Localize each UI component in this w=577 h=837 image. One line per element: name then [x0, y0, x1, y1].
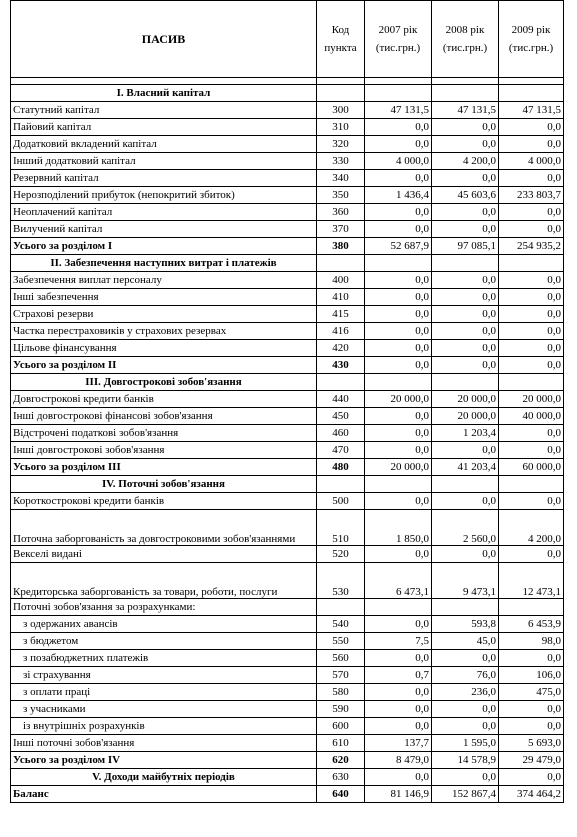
table-row	[11, 187, 564, 204]
value-2008: 593,8	[432, 616, 499, 633]
row-code: 590	[317, 701, 365, 718]
row-label: Усього за розділом ІІІ	[11, 459, 317, 476]
table-header-row	[11, 1, 564, 78]
row-code: 410	[317, 289, 365, 306]
value-2008: 4 200,0	[432, 153, 499, 170]
total-row	[11, 238, 564, 255]
value-2009: 0,0	[499, 119, 564, 136]
row-code: 530	[317, 563, 365, 599]
value-2008: 0,0	[432, 340, 499, 357]
row-label: Неоплачений капітал	[11, 204, 317, 221]
value-2007: 0,0	[365, 204, 432, 221]
value-2009: 0,0	[499, 340, 564, 357]
table-row	[11, 633, 564, 650]
value-2007: 0,0	[365, 119, 432, 136]
table-body	[11, 85, 564, 803]
table-row	[11, 136, 564, 153]
value-2008: 0,0	[432, 119, 499, 136]
row-code: 320	[317, 136, 365, 153]
value-2007: 0,0	[365, 136, 432, 153]
value-2008: 0,0	[432, 170, 499, 187]
table-row	[11, 701, 564, 718]
row-code: 540	[317, 616, 365, 633]
row-label: IV. Поточні зобов'язання	[11, 476, 317, 493]
table-row	[11, 442, 564, 459]
row-label: Резервний капітал	[11, 170, 317, 187]
row-label: Довгострокові кредити банків	[11, 391, 317, 408]
row-code: 400	[317, 272, 365, 289]
value-2009: 0,0	[499, 170, 564, 187]
value-2008: 0,0	[432, 769, 499, 786]
table-row	[11, 289, 564, 306]
value-2007: 52 687,9	[365, 238, 432, 255]
value-2008	[432, 85, 499, 102]
table-row	[11, 119, 564, 136]
value-2007: 137,7	[365, 735, 432, 752]
table-row	[11, 408, 564, 425]
value-2009	[499, 255, 564, 272]
row-label: Статутний капітал	[11, 102, 317, 119]
row-label: Відстрочені податкові зобов'язання	[11, 425, 317, 442]
value-2008: 0,0	[432, 546, 499, 563]
row-label: Інші довгострокові фінансові зобов'язання	[11, 408, 317, 425]
row-label: Усього за розділом ІІ	[11, 357, 317, 374]
value-2008	[432, 599, 499, 616]
row-label: Інший додатковий капітал	[11, 153, 317, 170]
row-label: Кредиторська заборгованість за товари, роботи, послуги	[11, 563, 317, 599]
value-2007: 0,0	[365, 357, 432, 374]
row-code	[317, 85, 365, 102]
value-2007	[365, 85, 432, 102]
table-row	[11, 170, 564, 187]
row-label: Інші довгострокові зобов'язання	[11, 442, 317, 459]
row-code: 600	[317, 718, 365, 735]
row-code: 550	[317, 633, 365, 650]
value-2009: 60 000,0	[499, 459, 564, 476]
value-2009	[499, 85, 564, 102]
value-2009: 6 453,9	[499, 616, 564, 633]
value-2008	[432, 374, 499, 391]
row-label: ІІІ. Довгострокові зобов'язання	[11, 374, 317, 391]
value-2007: 7,5	[365, 633, 432, 650]
total-row	[11, 459, 564, 476]
value-2008: 0,0	[432, 718, 499, 735]
value-2008: 45,0	[432, 633, 499, 650]
value-2008: 0,0	[432, 442, 499, 459]
value-2008: 0,0	[432, 136, 499, 153]
row-code	[317, 255, 365, 272]
row-label: Частка перестраховиків у страхових резервах	[11, 323, 317, 340]
row-code: 480	[317, 459, 365, 476]
row-label: Короткострокові кредити банків	[11, 493, 317, 510]
value-2009	[499, 599, 564, 616]
value-2009: 0,0	[499, 204, 564, 221]
value-2008: 2 560,0	[432, 510, 499, 546]
value-2009: 0,0	[499, 323, 564, 340]
value-2009: 0,0	[499, 357, 564, 374]
row-code: 570	[317, 667, 365, 684]
value-2008: 152 867,4	[432, 786, 499, 803]
row-label: Поточні зобов'язання за розрахунками:	[11, 599, 317, 616]
value-2008: 0,0	[432, 221, 499, 238]
table-row	[11, 735, 564, 752]
row-code: 510	[317, 510, 365, 546]
table-row	[11, 323, 564, 340]
value-2007: 1 850,0	[365, 510, 432, 546]
value-2007	[365, 476, 432, 493]
row-label: Нерозподілений прибуток (непокритий збиток)	[11, 187, 317, 204]
value-2007: 0,0	[365, 442, 432, 459]
value-2009: 0,0	[499, 289, 564, 306]
value-2007: 20 000,0	[365, 459, 432, 476]
row-code: 620	[317, 752, 365, 769]
value-2009: 0,0	[499, 442, 564, 459]
row-code: 560	[317, 650, 365, 667]
value-2008: 0,0	[432, 357, 499, 374]
value-2008: 0,0	[432, 323, 499, 340]
table-row	[11, 340, 564, 357]
row-label: Вилучений капітал	[11, 221, 317, 238]
header-2009: 2009 рік (тис.грн.)	[499, 1, 564, 78]
value-2007: 0,0	[365, 718, 432, 735]
row-code	[317, 599, 365, 616]
table-row	[11, 546, 564, 563]
value-2009: 47 131,5	[499, 102, 564, 119]
row-code: 350	[317, 187, 365, 204]
row-label: із внутрішніх розрахунків	[11, 718, 317, 735]
row-code: 416	[317, 323, 365, 340]
row-label: з учасниками	[11, 701, 317, 718]
value-2007: 0,0	[365, 701, 432, 718]
row-label: з оплати праці	[11, 684, 317, 701]
row-code: 430	[317, 357, 365, 374]
row-label: з одержаних авансів	[11, 616, 317, 633]
value-2008: 0,0	[432, 306, 499, 323]
value-2009: 0,0	[499, 425, 564, 442]
table-row	[11, 272, 564, 289]
section-row	[11, 374, 564, 391]
value-2009: 0,0	[499, 493, 564, 510]
value-2009: 374 464,2	[499, 786, 564, 803]
value-2009: 29 479,0	[499, 752, 564, 769]
row-code: 460	[317, 425, 365, 442]
row-label: Пайовий капітал	[11, 119, 317, 136]
value-2009: 0,0	[499, 136, 564, 153]
value-2007: 0,0	[365, 289, 432, 306]
table-row	[11, 153, 564, 170]
row-code: 640	[317, 786, 365, 803]
row-code: 610	[317, 735, 365, 752]
value-2009: 40 000,0	[499, 408, 564, 425]
value-2008: 0,0	[432, 272, 499, 289]
table-row	[11, 510, 564, 546]
row-code: 380	[317, 238, 365, 255]
value-2007: 4 000,0	[365, 153, 432, 170]
row-code: 310	[317, 119, 365, 136]
value-2008: 236,0	[432, 684, 499, 701]
value-2009: 0,0	[499, 650, 564, 667]
header-title: ПАСИВ	[11, 1, 317, 78]
row-code: 630	[317, 769, 365, 786]
section-row	[11, 769, 564, 786]
value-2008: 0,0	[432, 493, 499, 510]
header-2008: 2008 рік (тис.грн.)	[432, 1, 499, 78]
value-2007: 0,0	[365, 684, 432, 701]
value-2009: 0,0	[499, 546, 564, 563]
row-code: 440	[317, 391, 365, 408]
value-2007: 0,0	[365, 493, 432, 510]
row-code: 470	[317, 442, 365, 459]
value-2008: 45 603,6	[432, 187, 499, 204]
liabilities-table	[10, 0, 564, 803]
section-row	[11, 476, 564, 493]
value-2007: 0,0	[365, 306, 432, 323]
value-2009: 12 473,1	[499, 563, 564, 599]
value-2007: 0,0	[365, 272, 432, 289]
value-2009: 0,0	[499, 769, 564, 786]
row-label: Інші поточні зобов'язання	[11, 735, 317, 752]
header-code: Код пункта	[317, 1, 365, 78]
row-code	[317, 476, 365, 493]
value-2007: 47 131,5	[365, 102, 432, 119]
value-2009	[499, 374, 564, 391]
value-2007: 0,0	[365, 425, 432, 442]
value-2008: 1 203,4	[432, 425, 499, 442]
value-2008: 0,0	[432, 650, 499, 667]
row-label: Страхові резерви	[11, 306, 317, 323]
total-row	[11, 752, 564, 769]
value-2007: 0,7	[365, 667, 432, 684]
balance-sheet	[10, 0, 563, 803]
row-code: 415	[317, 306, 365, 323]
value-2008	[432, 255, 499, 272]
row-label: Додатковий вкладений капітал	[11, 136, 317, 153]
table-row	[11, 563, 564, 599]
row-code: 330	[317, 153, 365, 170]
value-2007: 0,0	[365, 323, 432, 340]
value-2007: 0,0	[365, 221, 432, 238]
value-2007: 0,0	[365, 546, 432, 563]
row-label: з позабюджетних платежів	[11, 650, 317, 667]
value-2007	[365, 255, 432, 272]
value-2008: 14 578,9	[432, 752, 499, 769]
value-2007: 0,0	[365, 340, 432, 357]
value-2007: 20 000,0	[365, 391, 432, 408]
value-2009: 254 935,2	[499, 238, 564, 255]
value-2008: 0,0	[432, 701, 499, 718]
table-row	[11, 391, 564, 408]
value-2007: 0,0	[365, 408, 432, 425]
row-code: 580	[317, 684, 365, 701]
row-code: 500	[317, 493, 365, 510]
row-code: 340	[317, 170, 365, 187]
value-2008: 20 000,0	[432, 391, 499, 408]
row-label: Поточна заборгованість за довгостроковими зобов'язаннями	[11, 510, 317, 546]
table-row	[11, 493, 564, 510]
total-row	[11, 786, 564, 803]
value-2007: 0,0	[365, 616, 432, 633]
row-label: І. Власний капітал	[11, 85, 317, 102]
row-code: 370	[317, 221, 365, 238]
value-2009: 0,0	[499, 701, 564, 718]
value-2008: 20 000,0	[432, 408, 499, 425]
table-row	[11, 718, 564, 735]
row-label: Усього за розділом IV	[11, 752, 317, 769]
value-2009: 106,0	[499, 667, 564, 684]
value-2008: 0,0	[432, 289, 499, 306]
value-2009: 5 693,0	[499, 735, 564, 752]
value-2007: 0,0	[365, 170, 432, 187]
section-row	[11, 255, 564, 272]
value-2009: 475,0	[499, 684, 564, 701]
value-2007: 0,0	[365, 650, 432, 667]
value-2009: 4 200,0	[499, 510, 564, 546]
row-label: Забезпечення виплат персоналу	[11, 272, 317, 289]
section-row	[11, 85, 564, 102]
table-row	[11, 306, 564, 323]
value-2009: 0,0	[499, 718, 564, 735]
header-2007: 2007 рік (тис.грн.)	[365, 1, 432, 78]
row-code: 420	[317, 340, 365, 357]
value-2007: 0,0	[365, 769, 432, 786]
value-2007: 1 436,4	[365, 187, 432, 204]
value-2007	[365, 599, 432, 616]
row-label: Векселі видані	[11, 546, 317, 563]
value-2008: 97 085,1	[432, 238, 499, 255]
value-2009: 98,0	[499, 633, 564, 650]
value-2008: 1 595,0	[432, 735, 499, 752]
row-code: 360	[317, 204, 365, 221]
table-row	[11, 616, 564, 633]
value-2007: 6 473,1	[365, 563, 432, 599]
row-label: Цільове фінансування	[11, 340, 317, 357]
value-2007: 81 146,9	[365, 786, 432, 803]
value-2008: 41 203,4	[432, 459, 499, 476]
value-2009: 0,0	[499, 221, 564, 238]
value-2009: 4 000,0	[499, 153, 564, 170]
row-label: Інші забезпечення	[11, 289, 317, 306]
row-label: ІІ. Забезпечення наступних витрат і платежів	[11, 255, 317, 272]
value-2008: 47 131,5	[432, 102, 499, 119]
value-2008: 0,0	[432, 204, 499, 221]
value-2008: 9 473,1	[432, 563, 499, 599]
value-2008: 76,0	[432, 667, 499, 684]
row-label: Баланс	[11, 786, 317, 803]
table-row	[11, 102, 564, 119]
row-label: V. Доходи майбутніх періодів	[11, 769, 317, 786]
row-label: з бюджетом	[11, 633, 317, 650]
table-row	[11, 425, 564, 442]
value-2009: 0,0	[499, 306, 564, 323]
header-spacer	[11, 78, 564, 85]
table-row	[11, 204, 564, 221]
row-code: 300	[317, 102, 365, 119]
row-code: 520	[317, 546, 365, 563]
value-2009: 233 803,7	[499, 187, 564, 204]
value-2009: 0,0	[499, 272, 564, 289]
total-row	[11, 357, 564, 374]
value-2007: 8 479,0	[365, 752, 432, 769]
value-2009: 20 000,0	[499, 391, 564, 408]
table-row	[11, 650, 564, 667]
value-2007	[365, 374, 432, 391]
table-row	[11, 667, 564, 684]
row-label: Усього за розділом І	[11, 238, 317, 255]
row-label: зі страхування	[11, 667, 317, 684]
table-row	[11, 221, 564, 238]
row-code	[317, 374, 365, 391]
table-row	[11, 599, 564, 616]
value-2008	[432, 476, 499, 493]
row-code: 450	[317, 408, 365, 425]
table-row	[11, 684, 564, 701]
value-2009	[499, 476, 564, 493]
